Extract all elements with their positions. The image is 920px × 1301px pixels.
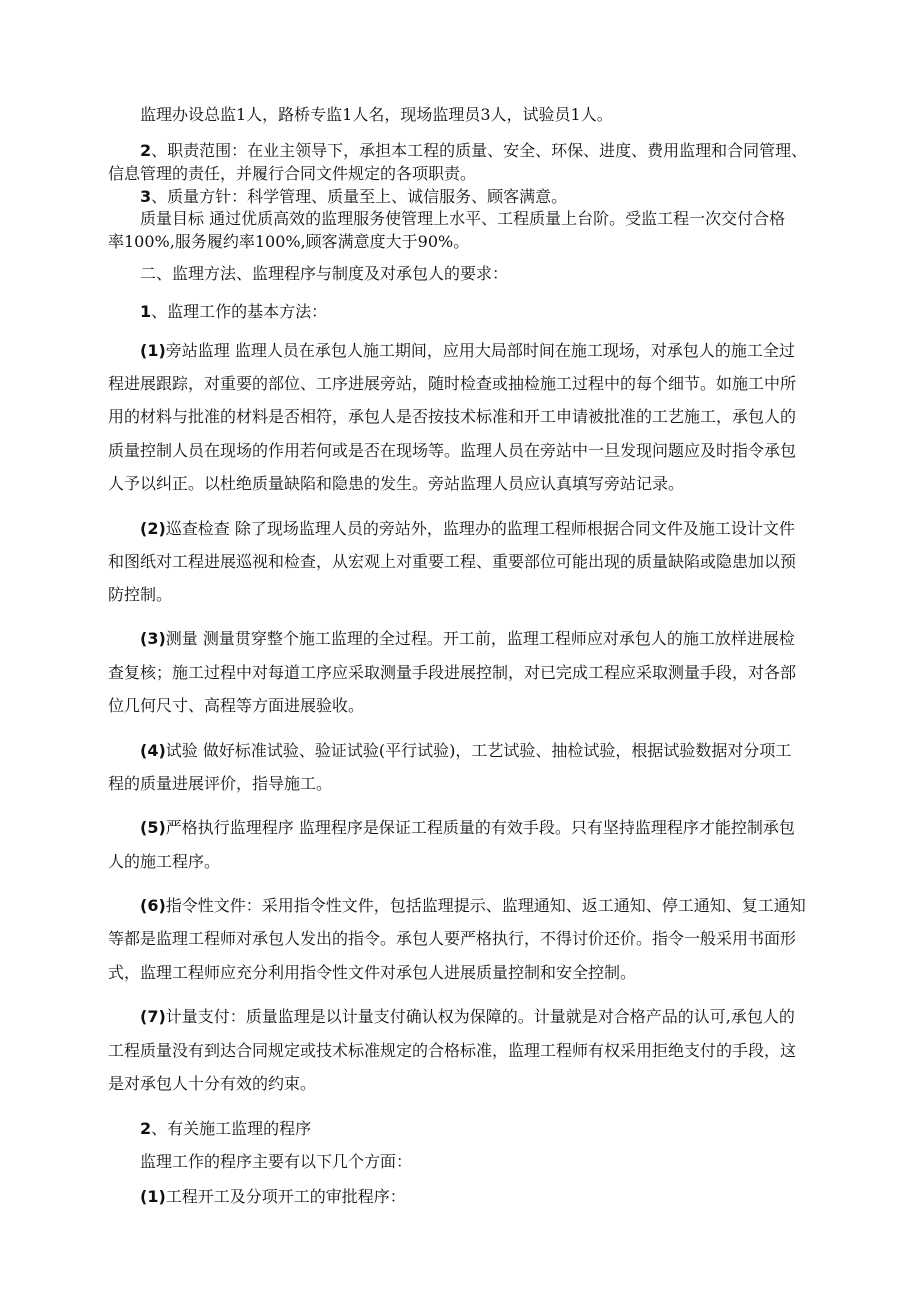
method-4-line-2: 程的质量进展评价，指导施工。 bbox=[108, 774, 333, 793]
method-5-line-2: 人的施工程序。 bbox=[108, 852, 221, 871]
method-7-line-3: 是对承包人十分有效的约束。 bbox=[108, 1074, 317, 1093]
method-1-line-1: (1)旁站监理 监理人员在承包人施工期间，应用大局部时间在施工现场，对承包人的施工全过 bbox=[140, 341, 795, 360]
method-6-line-1: (6)指令性文件：采用指令性文件，包括监理提示、监理通知、返工通知、停工通知、复工通知 bbox=[140, 896, 806, 915]
staffing-line: 监理办设总监1人，路桥专监1人名，现场监理员3人，试验员1人。 bbox=[140, 105, 613, 124]
method-1-line-2: 程进展跟踪，对重要的部位、工序进展旁站，随时检查或抽检施工过程中的每个细节。如施工中所 bbox=[108, 374, 797, 393]
subsection-heading-1: 1、监理工作的基本方法： bbox=[140, 302, 328, 321]
quality-target-line-1: 质量目标 通过优质高效的监理服务使管理上水平、工程质量上台阶。受监工程一次交付合格 bbox=[140, 209, 786, 228]
method-3-line-1: (3)测量 测量贯穿整个施工监理的全过程。开工前，监理工程师应对承包人的施工放样进展检 bbox=[140, 629, 795, 648]
procedure-item-1: (1)工程开工及分项开工的审批程序： bbox=[140, 1187, 406, 1206]
method-6-line-2: 等都是监理工程师对承包人发出的指令。承包人要严格执行，不得讨价还价。指令一般采用书面形 bbox=[108, 929, 797, 948]
method-5-line-1: (5)严格执行监理程序 监理程序是保证工程质量的有效手段。只有坚持监理程序才能控制承包 bbox=[140, 818, 795, 837]
method-6-line-3: 式，监理工程师应充分利用指令性文件对承包人进展质量控制和安全控制。 bbox=[108, 963, 637, 982]
method-7-line-2: 工程质量没有到达合同规定或技术标准规定的合格标准，监理工程师有权采用拒绝支付的手段，这 bbox=[108, 1041, 797, 1060]
method-7-line-1: (7)计量支付：质量监理是以计量支付确认权为保障的。计量就是对合格产品的认可,承包人的 bbox=[140, 1007, 795, 1026]
procedure-intro: 监理工作的程序主要有以下几个方面： bbox=[140, 1152, 413, 1171]
method-2-line-2: 和图纸对工程进展巡视和检查，从宏观上对重要工程、重要部位可能出现的质量缺陷或隐患加以预 bbox=[108, 552, 797, 571]
method-2-line-1: (2)巡查检查 除了现场监理人员的旁站外，监理办的监理工程师根据合同文件及施工设计文件 bbox=[140, 519, 795, 538]
method-2-line-3: 防控制。 bbox=[108, 585, 173, 604]
quality-policy-line: 3、质量方针：科学管理、质量至上、诚信服务、顾客满意。 bbox=[140, 187, 568, 206]
responsibility-line-2: 信息管理的责任，并履行合同文件规定的各项职责。 bbox=[108, 164, 477, 183]
quality-target-line-2: 率100%,服务履约率100%,顾客满意度大于90%。 bbox=[108, 232, 470, 251]
method-3-line-2: 查复核；施工过程中对每道工序应采取测量手段进展控制，对已完成工程应采取测量手段，对各部 bbox=[108, 663, 797, 682]
method-4-line-1: (4)试验 做好标准试验、验证试验(平行试验)，工艺试验、抽检试验，根据试验数据对分项工 bbox=[140, 741, 792, 760]
responsibility-line-1: 2、职责范围：在业主领导下，承担本工程的质量、安全、环保、进度、费用监理和合同管理、 bbox=[140, 141, 808, 160]
method-3-line-3: 位几何尺寸、高程等方面进展验收。 bbox=[108, 696, 365, 715]
method-1-line-4: 质量控制人员在现场的作用若何或是否在现场等。监理人员在旁站中一旦发现问题应及时指令承包 bbox=[108, 441, 797, 460]
method-1-line-5: 人予以纠正。以杜绝质量缺陷和隐患的发生。旁站监理人员应认真填写旁站记录。 bbox=[108, 474, 685, 493]
subsection-heading-2: 2、有关施工监理的程序 bbox=[140, 1119, 312, 1138]
section-heading-2: 二、监理方法、监理程序与制度及对承包人的要求： bbox=[140, 264, 509, 283]
method-1-line-3: 用的材料与批准的材料是否相符，承包人是否按技术标准和开工申请被批准的工艺施工，承包人的 bbox=[108, 407, 797, 426]
